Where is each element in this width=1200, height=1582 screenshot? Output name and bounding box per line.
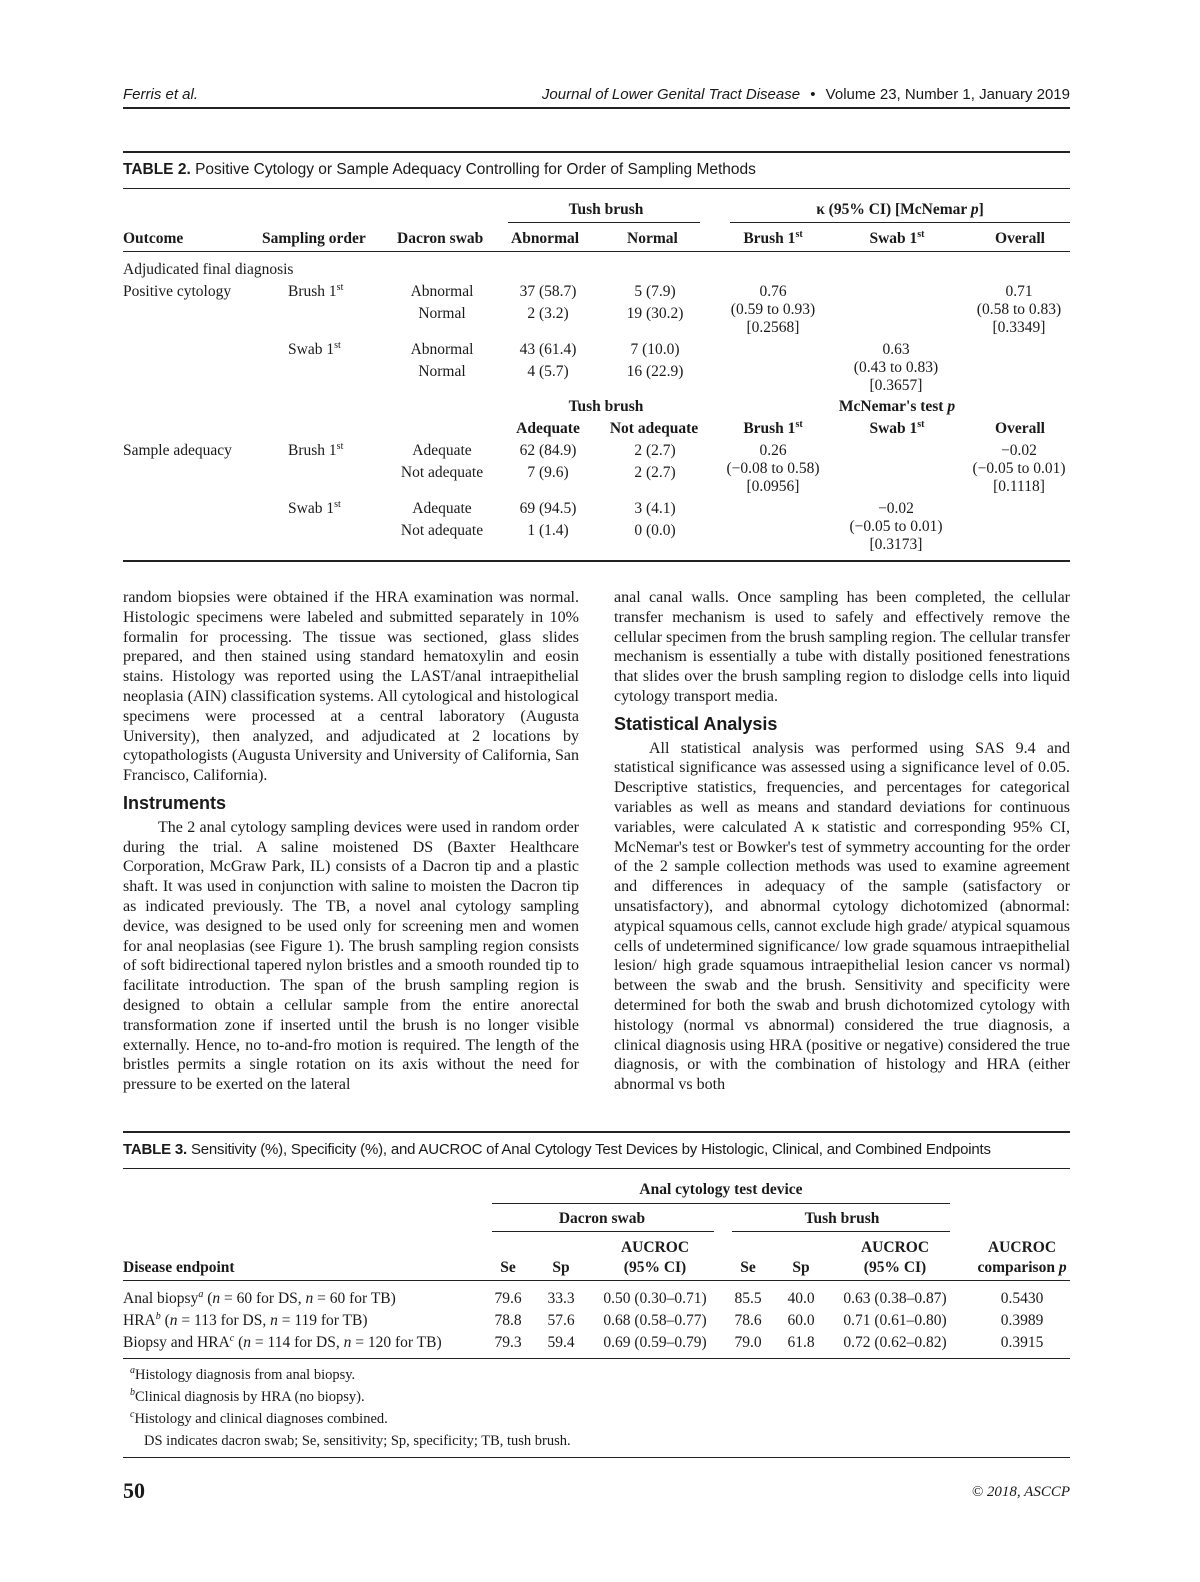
table3-footnote-abbrev: DS indicates dacron swab; Se, sensitivity; Sp, specificity; TB, tush brush.	[144, 1433, 571, 1449]
table3-col-se: Se	[500, 1259, 516, 1276]
table2-swab: Abnormal	[410, 341, 474, 358]
table2-kappa: 0.71	[1005, 283, 1033, 300]
table3-col-comparison-p: comparison p	[977, 1259, 1067, 1276]
table2-swab: Normal	[418, 305, 466, 322]
table3-header-rule	[123, 1280, 1070, 1281]
table3-footnote-a: $^a$Histology diagnosis from anal biopsy.	[130, 1365, 356, 1383]
table3-cell-p: 0.3915	[1000, 1334, 1044, 1351]
table3-col-aucroc: AUCROC	[620, 1239, 690, 1256]
table2-order: Brush 1st	[288, 440, 344, 459]
body-paragraph: random biopsies were obtained if the HRA examination was normal. Histologic specimens were labeled and submitted separately in 10% formalin for processing. The tissue was sectioned, glass slides prepared, and then stained using standard hematoxylin and eosin stains. Histology was reported using the LAST/anal intraepithelial neoplasia (AIN) classification systems. All cytological and histological specimens were processed at a central laboratory (Augusta University), then analyzed, and adjudicated at 2 locations by cytopathologists (Augusta University and University of California, San Francisco, California).	[123, 589, 579, 785]
table3-cell-auc: 0.50 (0.30–0.71)	[603, 1290, 707, 1307]
table3-cell-auc: 0.68 (0.58–0.77)	[603, 1312, 707, 1329]
table2-col-adequate: Adequate	[516, 420, 580, 437]
table3-group-rule	[492, 1203, 950, 1204]
table2-group-mcnemar: McNemar's test p	[838, 398, 956, 415]
table2-col-brush-first: Brush 1st	[743, 228, 803, 247]
table2-swab: Not adequate	[400, 522, 484, 539]
table2-group-tush-rule	[508, 222, 700, 223]
table2-col-swab-first-2: Swab 1st	[869, 418, 925, 437]
table3-cell-sp: 33.3	[547, 1290, 575, 1307]
table2-caption	[123, 161, 756, 179]
table3-tb-rule	[732, 1231, 950, 1232]
table2-order: Brush 1st	[288, 281, 344, 300]
body-paragraph: All statistical analysis was performed using SAS 9.4 and statistical significance was assessed using a significance level of 0.05. Descriptive statistics, frequencies, and percentages for categorical variables as well as means and standard deviations for continuous variables, were calculated A κ statistic and corresponding 95% CI, McNemar's test or Bowker's test of symmetry accounting for the order of the 2 sample collection methods was used to examine agreement and differences in adequacy of the sample (satisfactory or unsatisfactory), and abnormal cytology dichotomized (abnormal: atypical squamous cells, cannot exclude high grade/ atypical squamous cells of undetermined significance/ low grade squamous intraepithelial lesion/ high grade squamous intraepithelial lesion cancer vs normal) between the swab and the brush. Sensitivity and specificity were determined for both the swab and brush dichotomized cytology with histology (normal vs abnormal) considered the true diagnosis, a clinical diagnosis using HRA (positive or negative) considered the true diagnosis, or with the combination of histology and HRA (either abnormal vs both	[614, 739, 1070, 1094]
table3-col-se: Se	[740, 1259, 756, 1276]
table3-col-disease-endpoint: Disease endpoint	[123, 1259, 235, 1276]
table3-title: Sensitivity (%), Specificity (%), and AUCROC of Anal Cytology Test Devices by Histologic, Clinical, and Combined Endpoints	[190, 1141, 991, 1158]
table2-kappa-ci: (−0.05 to 0.01)	[972, 460, 1066, 477]
table2-cell: 5 (7.9)	[634, 283, 676, 300]
table2-swab: Abnormal	[410, 283, 474, 300]
table3-caption-rule	[123, 1168, 1070, 1169]
body-paragraph: The 2 anal cytology sampling devices were used in random order during the trial. A saline moistened DS (Baxter Healthcare Corporation, McGraw Park, IL) consists of a Dacron tip and a plastic shaft. It was used in conjunction with saline to moisten the Dacron tip as indicated previously. The TB, a novel anal cytology sampling device, was designed to be used only for screening men and women for anal neoplasias (see Figure 1). The brush sampling region consists of soft bidirectional tapered nylon bristles and a smooth rounded tip to facilitate introduction. The span of the brush sampling region is designed to obtain a cellular sample from the entire anorectal transformation zone if inserted until the brush is no longer visible externally. Hence, no to-and-fro motion is required. The length of the bristles permits a single rotation on its axis without the need for pressure to be exerted on the lateral	[123, 818, 579, 1094]
table3-col-dacron-swab: Dacron swab	[558, 1210, 646, 1227]
table2-kappa-p: [0.0956]	[746, 478, 800, 495]
table2-col-not-adequate: Not adequate	[609, 420, 699, 437]
table2-kappa-ci: (0.58 to 0.83)	[976, 301, 1062, 318]
table2-col-overall: Overall	[995, 230, 1045, 247]
header-bullet: •	[810, 86, 816, 103]
running-header-journal	[542, 86, 1070, 103]
table3-row-endpoint: Anal biopsy$^a$ (n = 60 for DS, n = 60 for TB)	[123, 1288, 396, 1307]
table2-cell: 69 (94.5)	[519, 500, 577, 517]
table2-outcome-sample-adequacy: Sample adequacy	[123, 442, 232, 459]
table2-cell: 43 (61.4)	[519, 341, 577, 358]
table2-cell: 2 (2.7)	[634, 464, 676, 481]
table2-kappa-p: [0.3349]	[992, 319, 1046, 336]
table2-col-overall-2: Overall	[995, 420, 1045, 437]
body-right-column	[614, 588, 1070, 1095]
body-left-column	[123, 588, 579, 1095]
table2-kappa: −0.02	[1001, 442, 1037, 459]
footer-rule	[123, 1457, 1070, 1458]
table2-swab: Adequate	[412, 500, 472, 517]
table2-kappa-p: [0.1118]	[993, 478, 1045, 495]
table2-section-adjudicated: Adjudicated final diagnosis	[123, 261, 294, 278]
table2-kappa: −0.02	[878, 500, 914, 517]
table3-cell-sp: 60.0	[787, 1312, 815, 1329]
table3-col-aucroc: AUCROC	[860, 1239, 930, 1256]
table3-col-tush-brush: Tush brush	[804, 1210, 880, 1227]
table3-footnote-b: $^b$Clinical diagnosis by HRA (no biopsy).	[130, 1387, 365, 1405]
table3-cell-auc: 0.71 (0.61–0.80)	[843, 1312, 947, 1329]
section-heading-statistical-analysis: Statistical Analysis	[614, 713, 778, 734]
table2-cell: 16 (22.9)	[626, 363, 684, 380]
table3-cell-sp: 40.0	[787, 1290, 815, 1307]
table2-kappa: 0.26	[759, 442, 787, 459]
table2-cell: 3 (4.1)	[634, 500, 676, 517]
table2-col-swab-first: Swab 1st	[869, 228, 925, 247]
table2-bottom-rule	[123, 560, 1070, 562]
table2-col-brush-first-2: Brush 1st	[743, 418, 803, 437]
table3-label: TABLE 3.	[123, 1141, 187, 1158]
table2-top-rule	[123, 151, 1070, 153]
table2-cell: 19 (30.2)	[626, 305, 684, 322]
table2-col-dacron-swab: Dacron swab	[397, 230, 484, 247]
table3-cell-auc: 0.69 (0.59–0.79)	[603, 1334, 707, 1351]
table2-col-abnormal: Abnormal	[511, 230, 580, 247]
table3-col-ci: (95% CI)	[623, 1259, 687, 1276]
table3-col-ci: (95% CI)	[863, 1259, 927, 1276]
header-rule	[123, 107, 1070, 109]
table3-cell-sp: 59.4	[547, 1334, 575, 1351]
table2-cell: 62 (84.9)	[519, 442, 577, 459]
table3-col-sp: Sp	[552, 1259, 570, 1276]
table2-caption-rule	[123, 188, 1070, 189]
table2-label: TABLE 2.	[123, 161, 191, 178]
table2-kappa-p: [0.2568]	[746, 319, 800, 336]
table3-cell-se: 85.5	[734, 1290, 762, 1307]
table3-cell-se: 79.6	[494, 1290, 522, 1307]
table2-cell: 37 (58.7)	[519, 283, 577, 300]
journal-name: Journal of Lower Genital Tract Disease	[541, 86, 801, 103]
table2-cell: 2 (2.7)	[634, 442, 676, 459]
table2-cell: 4 (5.7)	[527, 363, 569, 380]
table2-swab: Not adequate	[400, 464, 484, 481]
table3-footnote-c: $^c$Histology and clinical diagnoses combined.	[130, 1409, 388, 1427]
table2-kappa-ci: (−0.05 to 0.01)	[849, 518, 943, 535]
table2-title: Positive Cytology or Sample Adequacy Controlling for Order of Sampling Methods	[195, 161, 756, 178]
table2-col-normal: Normal	[627, 230, 678, 247]
table3-row-endpoint: Biopsy and HRA$^c$ (n = 114 for DS, n = 120 for TB)	[123, 1332, 442, 1351]
table2-order: Swab 1st	[288, 498, 341, 517]
table2-kappa-p: [0.3173]	[869, 536, 923, 553]
table2-cell: 2 (3.2)	[527, 305, 569, 322]
body-paragraph: anal canal walls. Once sampling has been completed, the cellular transfer mechanism is used to safely and effectively remove the cellular specimen from the brush sampling region. The cellular transfer mechanism is essentially a tube with distally positioned fenestrations that slides over the brush sampling region to dislodge cells into liquid cytology transport media.	[614, 589, 1070, 705]
table2-col-sampling-order: Sampling order	[262, 230, 366, 247]
table3-cell-se: 78.6	[734, 1312, 762, 1329]
table2-kappa-ci: (0.59 to 0.93)	[730, 301, 816, 318]
copyright: © 2018, ASCCP	[971, 1484, 1070, 1500]
table3-cell-se: 78.8	[494, 1312, 522, 1329]
table2-header-rule	[123, 251, 1070, 252]
table3-col-sp: Sp	[792, 1259, 810, 1276]
journal-issue: Volume 23, Number 1, January 2019	[825, 86, 1070, 103]
section-heading-instruments: Instruments	[123, 792, 227, 813]
table3-cell-auc: 0.63 (0.38–0.87)	[843, 1290, 947, 1307]
table2-kappa-p: [0.3657]	[869, 377, 923, 394]
table2-swab: Adequate	[412, 442, 472, 459]
table3-row-endpoint: HRA$^b$ (n = 113 for DS, n = 119 for TB)	[123, 1310, 368, 1329]
table3-cell-se: 79.0	[734, 1334, 762, 1351]
table3-col-aucroc-comparison: AUCROC	[987, 1239, 1057, 1256]
table2-cell: 7 (9.6)	[527, 464, 569, 481]
table2-group-kappa-rule	[730, 222, 1070, 223]
table3-cell-sp: 61.8	[787, 1334, 815, 1351]
table3-top-rule	[123, 1131, 1070, 1133]
table3-ds-rule	[492, 1231, 714, 1232]
table2-group-tush: Tush brush	[568, 201, 644, 218]
table2-group-kappa: κ (95% CI) [McNemar p]	[816, 201, 984, 218]
table2-cell: 1 (1.4)	[527, 522, 569, 539]
table2-kappa-ci: (0.43 to 0.83)	[853, 359, 939, 376]
table3-bottom-rule	[123, 1358, 1070, 1359]
table3-cell-se: 79.3	[494, 1334, 522, 1351]
table2-kappa-ci: (−0.08 to 0.58)	[726, 460, 820, 477]
table2-swab: Normal	[418, 363, 466, 380]
page-number: 50	[123, 1478, 145, 1503]
table2-group-tush-2: Tush brush	[568, 398, 644, 415]
table2-cell: 7 (10.0)	[630, 341, 680, 358]
table3-cell-auc: 0.72 (0.62–0.82)	[843, 1334, 947, 1351]
running-header-authors: Ferris et al.	[123, 86, 199, 103]
table3-group: Anal cytology test device	[639, 1181, 803, 1198]
table2-order: Swab 1st	[288, 339, 341, 358]
table3-cell-sp: 57.6	[547, 1312, 575, 1329]
table2-outcome-positive-cytology: Positive cytology	[123, 283, 232, 300]
table3-cell-p: 0.5430	[1000, 1290, 1044, 1307]
table2-kappa: 0.63	[882, 341, 910, 358]
table3-caption	[123, 1141, 991, 1158]
table3-cell-p: 0.3989	[1000, 1312, 1044, 1329]
table2-cell: 0 (0.0)	[634, 522, 676, 539]
table2-kappa: 0.76	[759, 283, 787, 300]
table2-col-outcome: Outcome	[123, 230, 184, 247]
